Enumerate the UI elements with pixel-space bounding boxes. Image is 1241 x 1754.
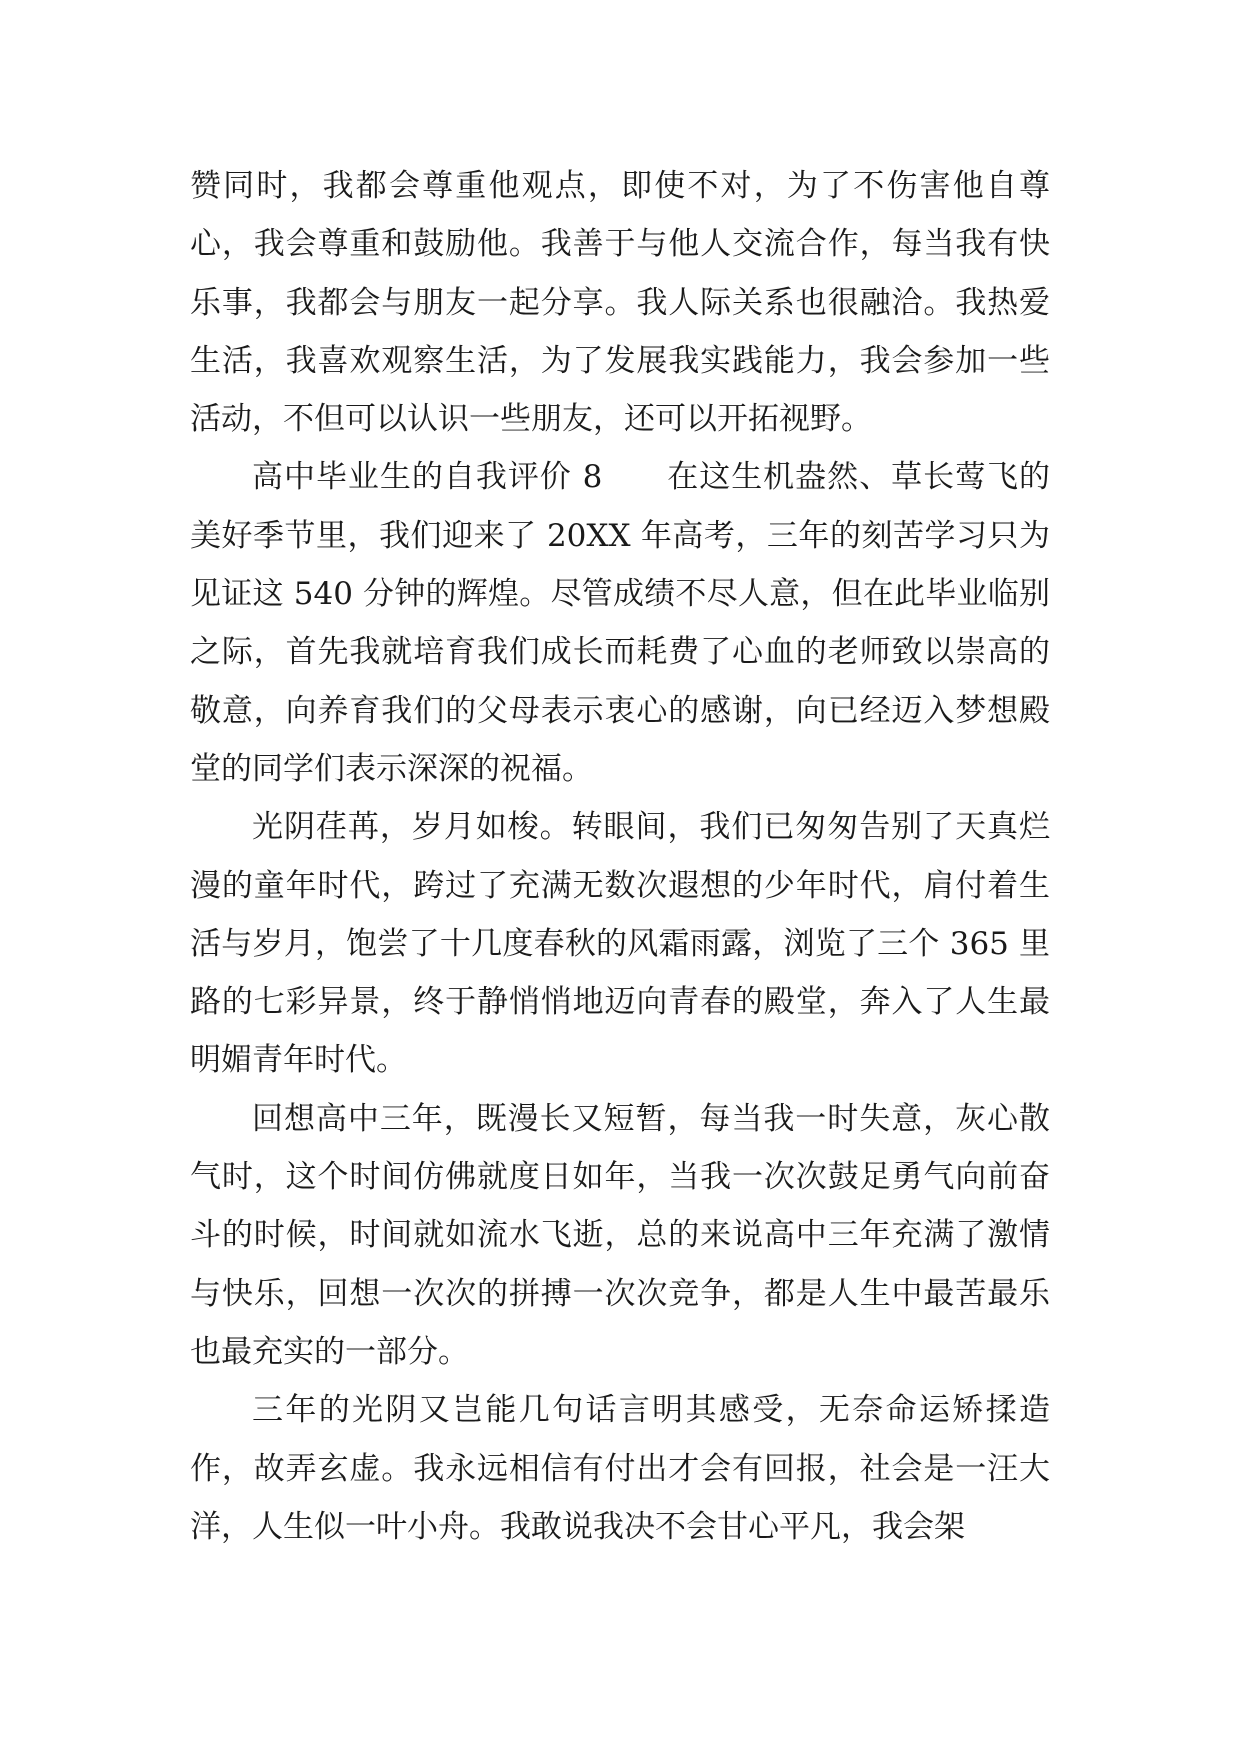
paragraph-4: 回想高中三年，既漫长又短暂，每当我一时失意，灰心散气时，这个时间仿佛就度日如年，当我一次次鼓足勇气向前奋斗的时候，时间就如流水飞逝，总的来说高中三年充满了激情与快乐，回想一次次的拼搏一次次竞争，都是人生中最苦最乐也最充实的一部分。 xyxy=(190,1100,1050,1370)
body-text xyxy=(190,157,1050,1556)
paragraph-1: 赞同时，我都会尊重他观点，即使不对，为了不伤害他自尊心，我会尊重和鼓励他。我善于与他人交流合作，每当我有快乐事，我都会与朋友一起分享。我人际关系也很融洽。我热爱生活，我喜欢观察生活，为了发展我实践能力，我会参加一些活动，不但可以认识一些朋友，还可以开拓视野。 xyxy=(190,168,1050,438)
paragraph-3: 光阴荏苒，岁月如梭。转眼间，我们已匆匆告别了天真烂漫的童年时代，跨过了充满无数次遐想的少年时代，肩付着生活与岁月，饱尝了十几度春秋的风霜雨露，浏览了三个 365 里路的七彩异景，终于静悄悄地迈向青春的殿堂，奔入了人生最明媚青年时代。 xyxy=(190,809,1050,1079)
paragraph-5: 三年的光阴又岂能几句话言明其感受，无奈命运矫揉造作，故弄玄虚。我永远相信有付出才会有回报，社会是一汪大洋，人生似一叶小舟。我敢说我决不会甘心平凡，我会架 xyxy=(190,1392,1050,1545)
paragraph-2: 高中毕业生的自我评价 8 在这生机盎然、草长莺飞的美好季节里，我们迎来了 20XX 年高考，三年的刻苦学习只为见证这 540 分钟的辉煌。尽管成绩不尽人意，但在此毕业临别之际，首先我就培育我们成长而耗费了心血的老师致以崇高的敬意，向养育我们的父母表示衷心的感谢，向已经迈入梦想殿堂的同学们表示深深的祝福。 xyxy=(190,459,1050,787)
